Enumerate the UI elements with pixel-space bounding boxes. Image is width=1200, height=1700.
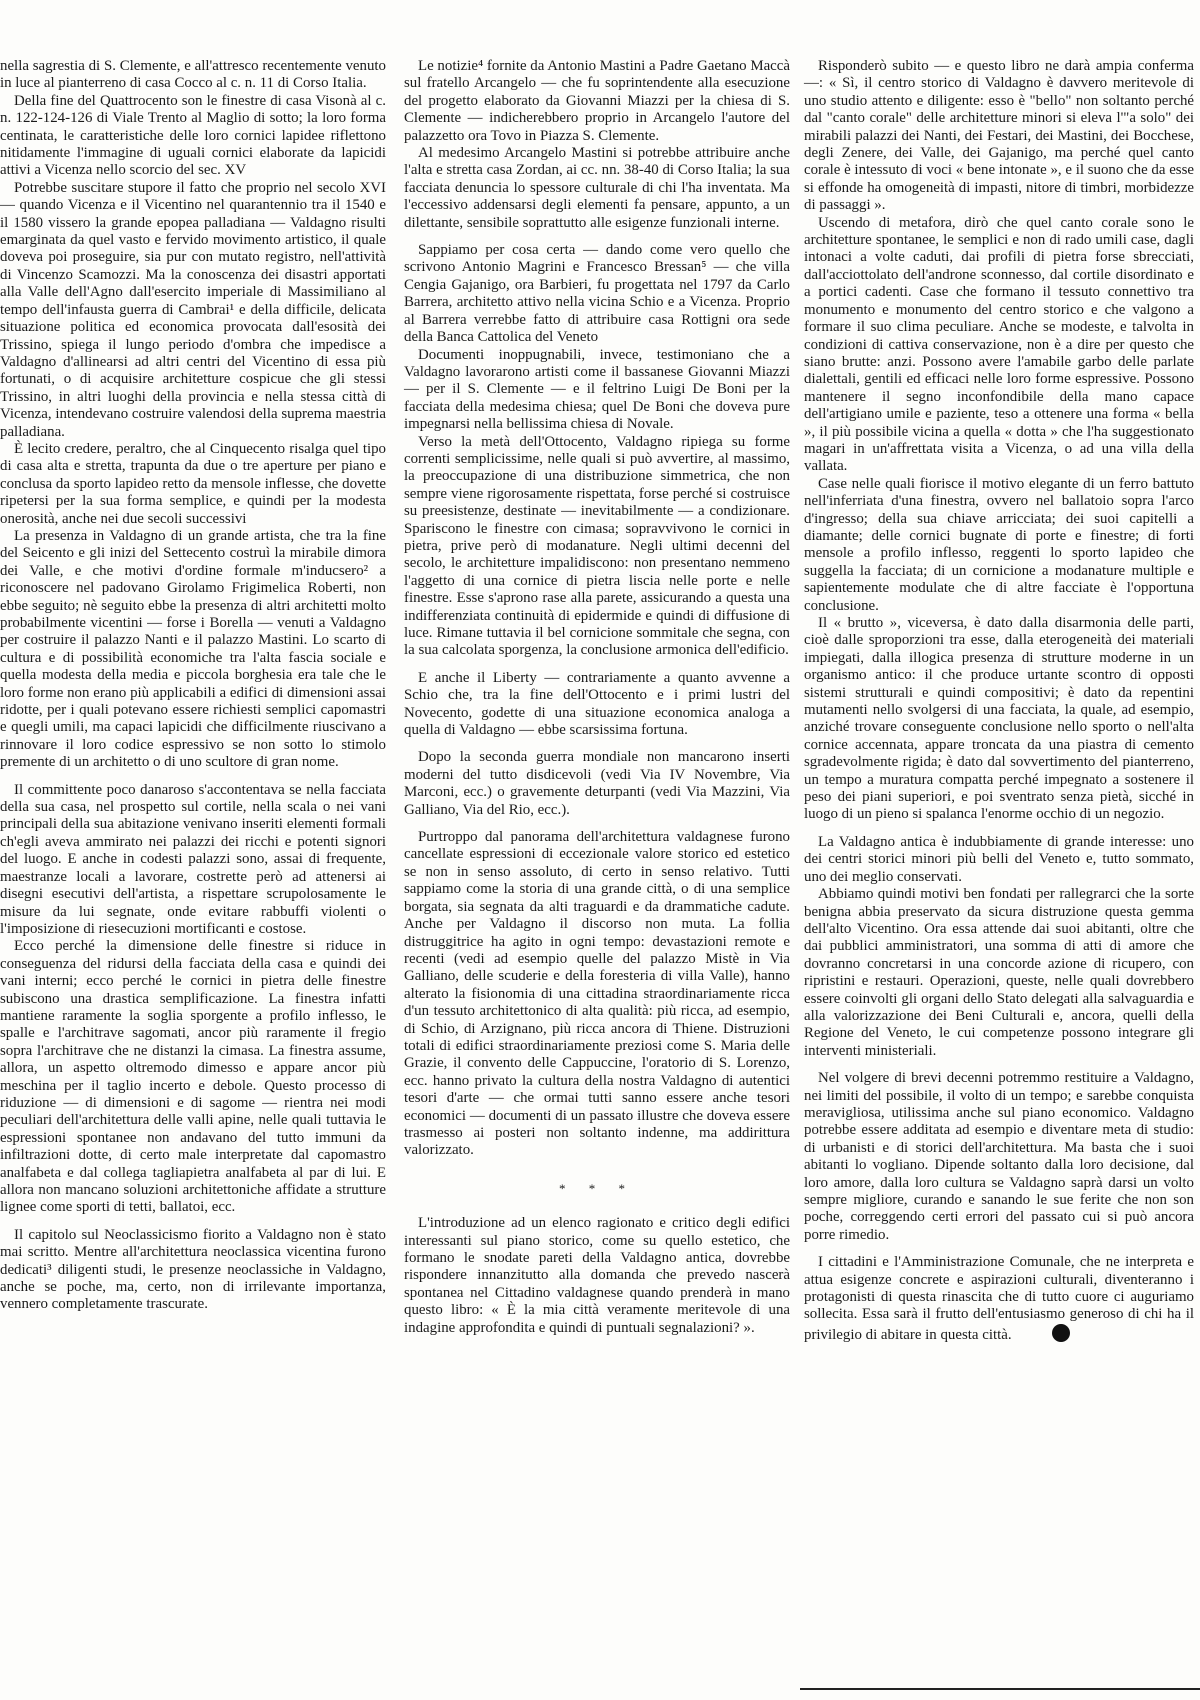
paragraph: E anche il Liberty — contrariamente a quanto avvenne a Schio che, tra la fine dell'Ottocento e i primi lustri del Novecento, godette di una situazione economica analoga a quella di Valdagno — ebbe scarsissima fortuna. <box>404 669 790 739</box>
paragraph: L'introduzione ad un elenco ragionato e critico degli edifici interessanti sul piano storico, come su quello estetico, che formano le snodate pareti della Valdagno antica, dovrebbe rispondere innanzitutto alla domanda che prevedo nascerà spontanea nel Cittadino valdagnese quando prenderà in mano questo libro: « È la mia città veramente meritevole di una indagine approfondita e quindi di puntuali segnalazioni? ». <box>404 1215 790 1336</box>
paragraph: Il « brutto », viceversa, è dato dalla disarmonia delle parti, cioè dalle sproporzioni tra esse, dalla eterogeneità dei materiali impiegati, dalla illogica presenza di strutture moderne in un organismo antico: il che produce urtante scontro di opposti sistemi strutturali e quindi compositivi; è dato da repentini mutamenti nello svolgersi di una facciata, la quale, ad esempio, anziché trovare conseguente conclusione nello sporto o nell'alta cornice accennata, appare troncata da una piastra di cemento sgradevolmente rigida; è dato dal sovvertimento del pianterreno, un tempo a muratura compatta perché impegnato a sostenere il peso dei piani superiori, e poi sventrato senza pietà, sicché in luogo di un pieno si spalanca l'enorme occhio di un negozio. <box>804 615 1194 823</box>
paragraph: Case nelle quali fiorisce il motivo elegante di un ferro battuto nell'inferriata d'una finestra, ovvero nel ballatoio sopra l'arco d'ingresso; della sua chiave arricciata; dei suoi capitelli a diamante; delle cornici bugnate di porte e finestre; di forti mensole a profilo inflesso, reggenti lo sporto lapideo che suggella la facciata; di un cornicione a modanature multiple e sapientemente modulate che di altre facciate è l'opportuna conclusione. <box>804 475 1194 614</box>
paragraph: Documenti inoppugnabili, invece, testimoniano che a Valdagno lavorarono artisti come il bassanese Giovanni Miazzi — per il S. Clemente — e il feltrino Luigi De Boni per la facciata della medesima chiesa; quel De Boni che doveva pure impegnarsi nella bellissima chiesa di Novale. <box>404 346 790 433</box>
closing-paragraph-text: I cittadini e l'Amministrazione Comunale, che ne interpreta e attua esigenze concrete e aspirazioni culturali, diventeranno i protagonisti di questa rinascita che di tutto cuore ci auguriamo sollecita. Essa sarà il frutto dell'entusiasmo generoso di chi ha il privilegio di abitare in questa città. <box>804 1254 1194 1343</box>
paragraph: Dopo la seconda guerra mondiale non mancarono inserti moderni del tutto disdicevoli (vedi Via IV Novembre, Via Marconi, ecc.) o gravemente deturpanti (vedi Via Mazzini, Via Galliano, Via del Rio, ecc.). <box>404 749 790 818</box>
text-column-2 <box>404 58 790 1337</box>
text-column-1 <box>0 58 386 1314</box>
document-page <box>0 58 1200 1658</box>
paragraph: È lecito credere, peraltro, che al Cinquecento risalga quel tipo di casa alta e stretta, trapunta da due o tre aperture per piano e conclusa da sporto lapideo retto da mensole inflesse, che dovette ripetersi per la sua forma semplice, e quindi per la modesta onerosità, anche nei due secoli successivi <box>0 440 386 527</box>
paragraph: La Valdagno antica è indubbiamente di grande interesse: uno dei centri storici minori più belli del Veneto e, tutto sommato, uno dei meglio conservati. <box>804 833 1194 885</box>
paragraph: Risponderò subito — e questo libro ne darà ampia conferma —: « Sì, il centro storico di Valdagno è davvero meritevole di uno studio attento e diligente: esso è "bello" non soltanto perché dal "canto corale" delle architetture minori si eleva l'"a solo" dei mirabili palazzi dei Nanti, dei Festari, dei Mastini, dei Bocchese, degli Zenere, dei Valle, dei Gajanigo, ma perché quel canto corale è intessuto di voci « bene intonate », e il suono che da esse si effonde ha omogeneità di impasti, nitore di timbri, morbidezze di passaggi ». <box>804 58 1194 214</box>
paragraph: Verso la metà dell'Ottocento, Valdagno ripiega su forme correnti semplicissime, nelle quali si può avvertire, al massimo, la preoccupazione di una distribuzione simmetrica, che non sempre viene rigorosamente rispettata, forse perché si costruisce su preesistenze, destinate — inevitabilmente — a condizionare. Spariscono le finestre con cimasa; sopravvivono le cornici in pietra, prive però di modanature. Negli ultimi decenni del secolo, le architetture impalidiscono: non presentano nemmeno l'aggetto di una cornice di pietra liscia nelle porte e nelle finestre. Esse s'aprono rase alla parete, assicurando a questa una indifferenziata continuità di epidermide e quindi di diffusione di luce. Rimane tuttavia il bel cornicione sommitale che segna, con la sua calcolata sporgenza, la conclusione armonica dell'edificio. <box>404 433 790 659</box>
paragraph: Uscendo di metafora, dirò che quel canto corale sono le architetture spontanee, le semplici e non di rado umili case, dagli intonaci a volte caduti, dai profili di pietra forse sbrecciati, dall'acciottolato dell'androne sconnesso, dal cortile disordinato e a portici cadenti. Case che formano il tessuto connettivo tra monumento e monumento del centro storico e che valgono a formare il suo clima peculiare. Anche se modeste, e talvolta in condizioni di cattiva conservazione, non è a dire per questo che siano brutte: anzi. Possono avere l'amabile garbo delle parlate dialettali, gentili ed efficaci nelle loro forme espressive. Possono mantenere il segno inconfondibile della mano capace dell'artigiano umile e paziente, teso a ottenere una forma « bella », il più possibile vicina a quella « dotta » che l'ha suggestionato magari in un'affrettata visita a Vicenza, o ad una villa della vallata. <box>804 214 1194 475</box>
paragraph: Purtroppo dal panorama dell'architettura valdagnese furono cancellate espressioni di eccezionale valore storico ed estetico se non in senso assoluto, di certo in senso relativo. Tutti sappiamo come la storia di una grande città, o di una semplice borgata, sia segnata da alti traguardi e da drammatiche cadute. Anche per Valdagno il discorso non muta. La follia distruggitrice ha agito in ogni tempo: devastazioni remote e recenti (vedi ad esempio quelle del palazzo Mistè in Via Galliano, delle scuderie e della foresteria di villa Valle), hanno alterato la fisionomia di una cittadina straordinariamente ricca d'un tessuto architettonico di alta qualità: più ricca, ad esempio, di Schio, di Arzignano, più ricca ancora di Thiene. Distruzioni totali di edifici straordinariamente preziosi come S. Maria delle Grazie, il convento delle Cappuccine, l'oratorio di S. Lorenzo, ecc. hanno privato la cultura della nostra Valdagno di autentici tesori d'arte — che ormai tutti sanno essere anche tesori economici — documenti di un passato illustre che doveva essere trasmesso ai posteri non soltanto indenne, ma addirittura valorizzato. <box>404 829 790 1159</box>
paragraph: Le notizie⁴ fornite da Antonio Mastini a Padre Gaetano Maccà sul fratello Arcangelo — che fu soprintendente alla esecuzione del progetto elaborato da Giovanni Miazzi per la chiesa di S. Clemente — indicherebbero proprio in Arcangelo l'autore del palazzetto ora Tovo in Piazza S. Clemente. <box>404 58 790 144</box>
page-edge-line <box>800 1688 1200 1690</box>
paragraph <box>804 1254 1194 1344</box>
paragraph: Il capitolo sul Neoclassicismo fiorito a Valdagno non è stato mai scritto. Mentre all'architettura neoclassica vicentina furono dedicati³ diligenti studi, le presenze neoclassiche in Valdagno, anche se poche, ma, certo, non di irrilevante importanza, vennero completamente trascurate. <box>0 1226 386 1313</box>
paragraph: Nel volgere di brevi decenni potremmo restituire a Valdagno, nei limiti del possibile, il volto di un tempo; e sarebbe conquista meravigliosa, utilissima anche sul piano economico. Valdagno potrebbe essere additata ad esempio e diventare meta di studio: di urbanisti e di storici dell'architettura. Ma basta che i suoi abitanti lo vogliano. Dipende soltanto dalla loro decisione, dal loro amore, dalla loro cultura se Valdagno saprà darsi un volto sempre migliore, curando e sanando le sue ferite che non son poche, correggendo certi errori del passato cui si può ancora porre rimedio. <box>804 1070 1194 1243</box>
paragraph: Della fine del Quattrocento son le finestre di casa Visonà al c. n. 122-124-126 di Viale Trento al Maglio di sotto; la loro forma centinata, le caratteristiche delle loro cornici lapidee riflettono nitidamente l'immagine di uguali cornici elaborate da lapicidi attivi a Vicenza nello scorcio del sec. XV <box>0 92 386 179</box>
paragraph: La presenza in Valdagno di un grande artista, che tra la fine del Seicento e gli inizi del Settecento costruì la mirabile dimora dei Valle, e che motivi d'ordine formale m'inducsero² a riconoscere nel padovano Girolamo Frigimelica Roberti, non ebbe seguito; nè seguito ebbe la presenza di altri architetti molto probabilmente vicentini — forse i Borella — venuti a Valdagno per costruire il palazzo Nanti e il palazzo Mastini. Lo scarto di cultura e di possibilità economiche tra l'alta fascia sociale e quella modesta della media e piccola borghesia era tale che le loro forme non erano più applicabili a edifici di dimensioni assai ridotte, per i quali potevano essere richiesti semplici capomastri e quegli umili, ma capaci lapicidi che difficilmente riuscivano a rinnovare il loro codice espressivo se non sotto lo stimolo premente di un architetto o di uno scultore di gran nome. <box>0 527 386 771</box>
paragraph: nella sagrestia di S. Clemente, e all'attresco recentemente venuto in luce al pianterreno di casa Cocco al c. n. 11 di Corso Italia. <box>0 58 386 92</box>
paragraph: Al medesimo Arcangelo Mastini si potrebbe attribuire anche l'alta e stretta casa Zordan, ai cc. nn. 38-40 di Corso Italia; la sua facciata denuncia lo spessore culturale di chi l'ha inventata. Ma l'eccessivo addensarsi degli elementi fa pensare, appunto, a un dilettante, sensibile soprattutto alle esigenze funzionali interne. <box>404 145 790 231</box>
paragraph: Potrebbe suscitare stupore il fatto che proprio nel secolo XVI — quando Vicenza e il Vicentino nel quarantennio tra il 1540 e il 1580 vissero la grande epopea palladiana — Valdagno risulti emarginata da quel vasto e fervido movimento artistico, il quale doveva poi proseguire, sia pur con mutato registro, nell'attività di Vincenzo Scamozzi. Ma la conoscenza dei disastri apportati alla Valle dell'Agno dall'esercito imperiale di Massimiliano al tempo dell'infausta guerra di Cambrai¹ e della difficile, delicata situazione politica ed economica provocata dall'esosità dei Trissino, spiega il lungo periodo d'ombra che impedisce a Valdagno d'allinearsi ad altri centri del Vicentino di essa più fortunati, o di acquisire architetture cospicue che gli stessi Trissino, in altri luoghi della provincia e nella stessa città di Vicenza, intendevano costruire valendosi della suprema maestria palladiana. <box>0 179 386 440</box>
text-column-3 <box>804 58 1194 1344</box>
paragraph: Il committente poco danaroso s'accontentava se nella facciata della sua casa, nel prospetto sul cortile, nella scala o nei vani principali della sua abitazione venivano inseriti elementi formali ch'egli aveva ammirato nei palazzi dei ricchi e potenti signori del luogo. E anche in codesti palazzi sono, assai di frequente, maestranze locali a lavorare, costrette però ad attenersi ai disegni esecutivi dell'artista, a rispettare scrupolosamente le misure da lui segnate, onde evitare rabbuffi violenti o l'imposizione di riesecuzioni mortificanti e costose. <box>0 781 386 937</box>
paragraph: Sappiamo per cosa certa — dando come vero quello che scrivono Antonio Magrini e Francesco Bressan⁵ — che villa Cengia Gajanigo, ora Barbieri, fu progettata nel 1797 da Carlo Barrera, architetto attivo nella vicina Schio e a Vicenza. Proprio al Barrera verrebbe fatto di attribuire casa Rottigni ora sede della Banca Cattolica del Veneto <box>404 242 790 346</box>
section-divider: * * * <box>559 1180 635 1196</box>
end-of-article-bullet-icon <box>1052 1324 1070 1342</box>
paragraph: Abbiamo quindi motivi ben fondati per rallegrarci che la sorte benigna abbia preservato da sicura distruzione questa gemma dell'alto Vicentino. Ora essa attende dai suoi abitanti, oltre che dai pubblici amministratori, una somma di atti di amore che dovranno concretarsi in una concorde azione di ricupero, con ripristini e restauri. Operazioni, queste, nelle quali dovrebbero essere coinvolti gli organi dello Stato delegati alla salvaguardia e alla valorizzazione dei Beni Culturali e, ancora, quelli della Regione del Veneto, le cui competenze possono integrare gli interventi ministeriali. <box>804 886 1194 1059</box>
paragraph: Ecco perché la dimensione delle finestre si riduce in conseguenza del ridursi della facciata della casa e quindi dei vani interni; ecco perché le cornici in pietra delle finestre subiscono una drastica semplificazione. La finestra infatti mantiene raramente la soglia sporgente a profilo inflesso, le spalle e l'architrave sagomati, ancor più raramente il fregio sopra l'architrave che ne distanzi la cimasa. La finestra assume, allora, un aspetto oltremodo dimesso e appare ancor più meschina per il taglio incerto e debole. Questo processo di riduzione — di dimensioni e di sagome — rientra nei modi peculiari dell'architettura delle valli apine, nelle quali tuttavia le espressioni spontanee non andavano del tutto immuni da infiltrazioni dotte, di certo male interpretate dal capomastro analfabeta e dal collega tagliapietra analfabeta al par di lui. E allora non mancano soluzioni architettoniche affidate a strutture lignee come sporti di tetti, ballatoi, ecc. <box>0 938 386 1216</box>
